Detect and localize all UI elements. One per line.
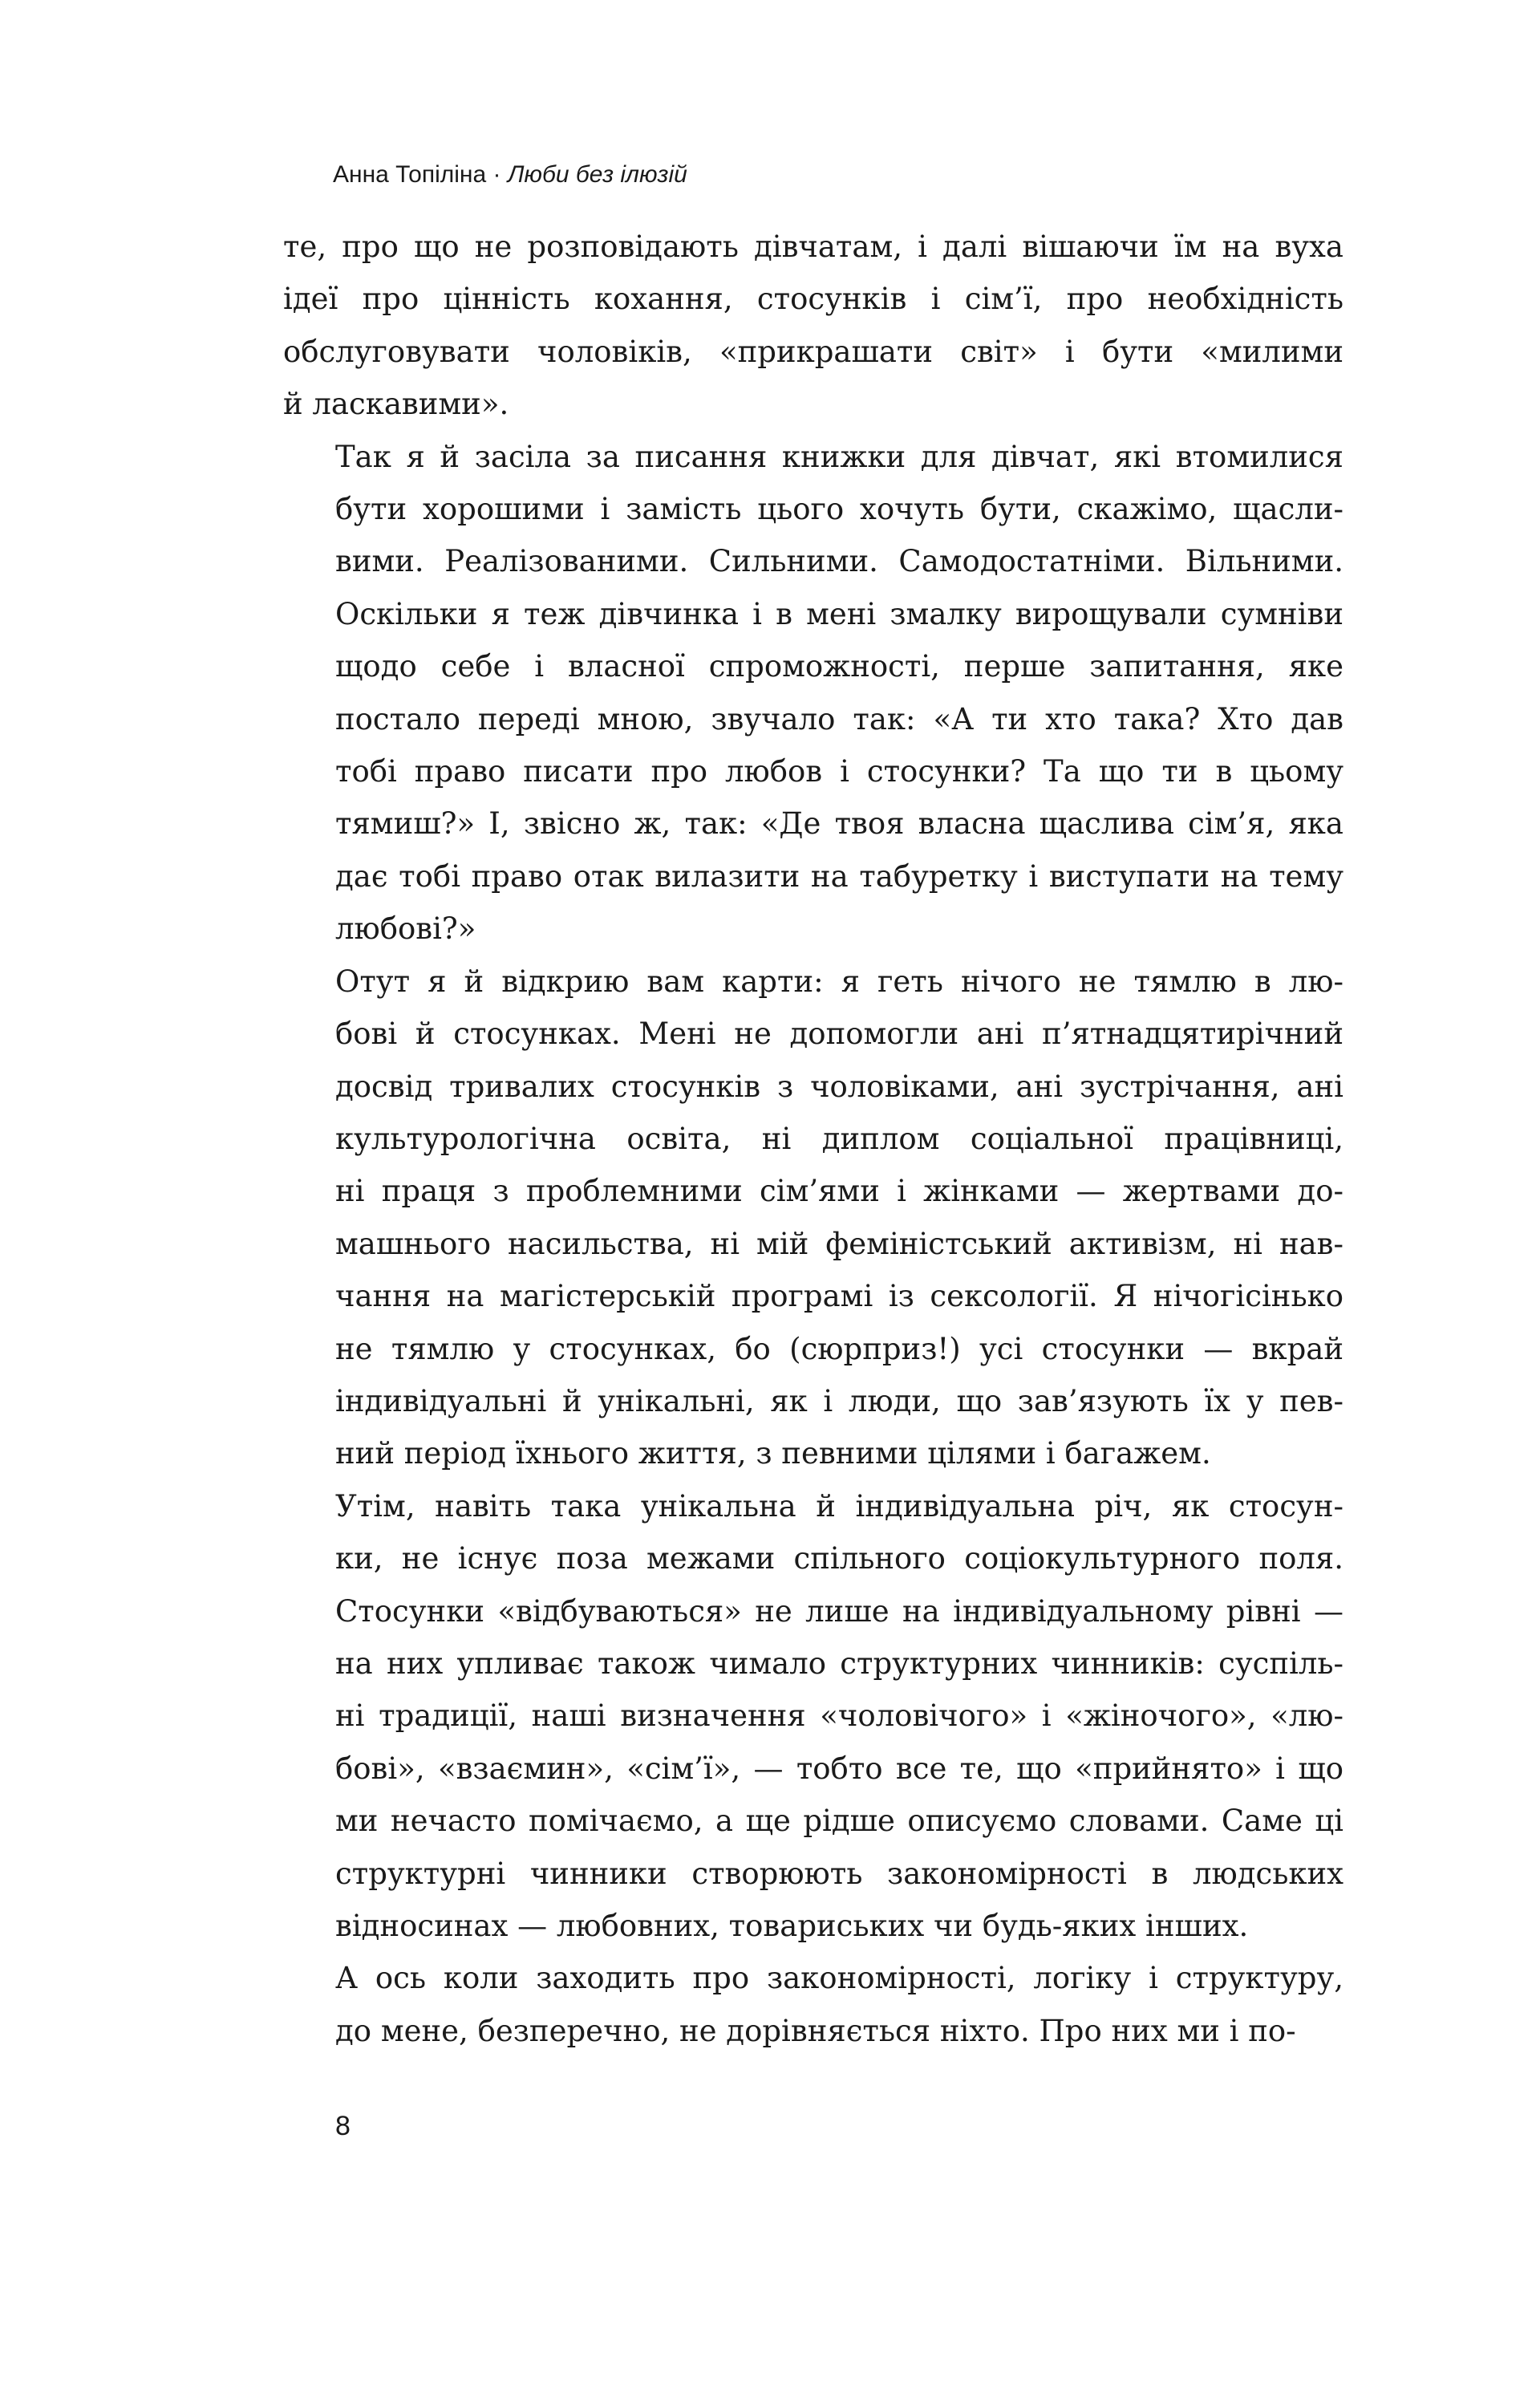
text-line: Утім, навіть така унікальна й індивідуальна річ, як стосун- <box>335 1488 1343 1524</box>
text-line: до мене, безперечно, не дорівняється ніхто. Про них ми і по- <box>335 2013 1296 2048</box>
running-head-separator: · <box>486 161 508 188</box>
text-line: тямиш?» І, звісно ж, так: «Де твоя власна щаслива сім’я, яка <box>335 806 1343 842</box>
text-line: ки, не існує поза межами спільного соціокультурного поля. <box>335 1541 1343 1576</box>
text-line: ми нечасто помічаємо, а ще рідше описуємо словами. Саме ці <box>335 1804 1343 1839</box>
text-line: на них упливає також чимало структурних чинників: суспіль- <box>335 1645 1343 1681</box>
text-line: ні традиції, наші визначення «чоловічого» і «жіночого», «лю- <box>335 1698 1343 1734</box>
page-number: 8 <box>335 2111 351 2141</box>
text-line: культурологічна освіта, ні диплом соціальної працівниці, <box>335 1121 1343 1156</box>
running-head-author: Анна Топіліна <box>333 161 487 188</box>
text-line: Оскільки я теж дівчинка і в мені змалку вирощували сумніви <box>335 596 1343 631</box>
text-line: бути хорошими і замість цього хочуть бути, скажімо, щасли- <box>335 492 1343 527</box>
text-line: індивідуальні й унікальні, як і люди, що зав’язують їх у пев- <box>335 1383 1343 1418</box>
text-line: не тямлю у стосунках, бо (сюрприз!) усі стосунки — вкрай <box>335 1331 1343 1366</box>
text-line: любові?» <box>335 911 476 947</box>
text-line: бові й стосунках. Мені не допомогли ані п’ятнадцятирічний <box>335 1016 1343 1052</box>
text-line: машнього насильства, ні мій феміністський активізм, ні нав- <box>335 1226 1343 1261</box>
text-line: ідеї про цінність кохання, стосунків і сім’ї, про необхідність <box>283 282 1343 317</box>
body-text <box>283 221 1343 2057</box>
text-line: Стосунки «відбуваються» не лише на індивідуальному рівні — <box>335 1593 1343 1629</box>
text-line: ні праця з проблемними сім’ями і жінками — жертвами до- <box>335 1174 1343 1209</box>
paragraph <box>283 221 1343 431</box>
text-line: постало переді мною, звучало так: «А ти хто така? Хто дав <box>335 701 1343 736</box>
paragraph <box>283 1952 1343 2057</box>
text-line: щодо себе і власної спроможності, перше запитання, яке <box>335 649 1343 684</box>
text-line: відносинах — любовних, товариських чи будь-яких інших. <box>335 1909 1249 1943</box>
text-line: тобі право писати про любов і стосунки? Та що ти в цьому <box>335 754 1343 789</box>
text-line: ний період їхнього життя, з певними цілями і багажем. <box>335 1436 1211 1471</box>
paragraph <box>283 1480 1343 1953</box>
paragraph <box>283 956 1343 1480</box>
text-line: й ласкавими». <box>283 387 509 422</box>
text-line: те, про що не розповідають дівчатам, і далі вішаючи їм на вуха <box>283 229 1343 264</box>
text-line: структурні чинники створюють закономірності в людських <box>335 1856 1343 1891</box>
text-line: дає тобі право отак вилазити на табуретку і виступати на тему <box>335 858 1343 894</box>
text-line: обслуговувати чоловіків, «прикрашати світ» і бути «милими <box>283 334 1343 369</box>
running-head-title: Люби без ілюзій <box>507 161 687 188</box>
text-line: Так я й засіла за писання книжки для дівчат, які втомилися <box>335 439 1343 474</box>
text-line: досвід тривалих стосунків з чоловіками, ані зустрічання, ані <box>335 1069 1343 1104</box>
running-head <box>333 159 687 191</box>
text-line: чання на магістерській програмі із сексології. Я нічогісінько <box>335 1279 1343 1314</box>
text-line: вими. Реалізованими. Сильними. Самодостатніми. Вільними. <box>335 544 1343 579</box>
text-line: Отут я й відкрию вам карти: я геть нічого не тямлю в лю- <box>335 964 1343 999</box>
paragraph <box>283 431 1343 956</box>
text-line: А ось коли заходить про закономірності, логіку і структуру, <box>335 1961 1343 1996</box>
text-line: бові», «взаємин», «сім’ї», — тобто все те, що «прийнято» і що <box>335 1751 1343 1786</box>
